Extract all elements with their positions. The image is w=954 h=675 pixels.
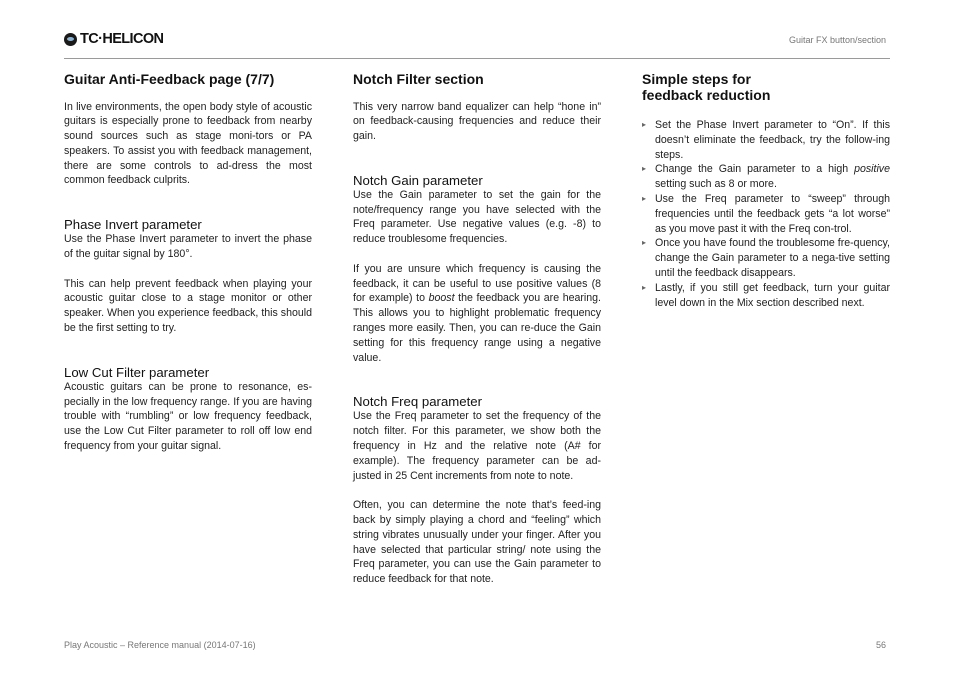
brand-logo [64,31,163,47]
phase-invert-paragraph-1: Use the Phase Invert parameter to invert the phase of the guitar signal by 180°. [64,233,312,261]
list-item: ▸ Once you have found the troublesome fre-quency, change the Gain parameter to a nega-tive setting until the feedback disappears. [642,236,890,280]
header-divider [64,58,890,59]
column-simple-steps [642,72,890,310]
steps-list [642,118,890,310]
notch-freq-paragraph-1: Use the Freq parameter to set the frequency of the notch filter. For this parameter, we show both the frequency in Hz and the relative note (A# for example). The frequency parameter can be ad-justed in 25 Cent increments from note to note. [353,410,601,482]
list-item: ▸ Lastly, if you still get feedback, turn your guitar level down in the Mix section described next. [642,281,890,311]
list-item: ▸ Use the Freq parameter to “sweep” through frequencies until the feedback gets “a lot worse” as you move past it with the Freq con-trol. [642,192,890,236]
page-title: Guitar Anti-Feedback page (7/7) [64,71,275,87]
page-number: 56 [875,640,886,650]
boost-emphasis: boost [428,292,455,305]
list-item: ▸ Set the Phase Invert parameter to “On”. If this doesn’t eliminate the feedback, try the follow-ing steps. [642,118,890,162]
list-item: ▸ Change the Gain parameter to a high positive setting such as 8 or more. [642,162,890,192]
column-anti-feedback [64,72,312,454]
footer-document-title: Play Acoustic – Reference manual (2014-07-16) [64,640,256,650]
section-label: Guitar FX button/section [788,35,886,45]
brand-wordmark: TC·HELICON [80,31,164,47]
notch-intro-paragraph: This very narrow band equalizer can help “hone in” on feedback-causing frequencies and reduce their gain. [353,100,601,143]
simple-steps-title: Simple steps for feedback reduction [642,71,771,103]
column-notch-filter [353,72,601,587]
low-cut-paragraph: Acoustic guitars can be prone to resonance, es-pecially in the low frequency range. If you are having trouble with “rumbling” or low frequency feedback, use the Low Cut Filter parameter to roll off low end frequency from your guitar signal. [64,380,312,453]
intro-paragraph: In live environments, the open body style of acoustic guitars is especially prone to feedback from nearby sound sources such as stage moni-tors or PA speakers. To assist you with feedback management, there are some controls to ad-dress the most common feedback culprits. [64,100,312,187]
phase-invert-heading: Phase Invert parameter [64,217,202,233]
notch-freq-heading: Notch Freq parameter [353,394,482,410]
positive-emphasis: positive [854,163,890,176]
notch-gain-paragraph-2: If you are unsure which frequency is causing the feedback, it can be useful to use positive values (8 for example) to boost the feedback you are hearing. This allows you to highlight problematic frequency ranges more easily. Then, you can re-duce the Gain setting for this frequency range using a negative value. [353,262,601,364]
helicon-logo-icon [64,33,77,46]
notch-filter-title: Notch Filter section [353,71,484,87]
notch-gain-paragraph-1: Use the Gain parameter to set the gain for the note/frequency range you have selected with the Freq parameter. Use negative values (e.g. -8) to reduce troublesome frequencies. [353,188,601,246]
low-cut-heading: Low Cut Filter parameter [64,364,210,380]
notch-freq-paragraph-2: Often, you can determine the note that’s feed-ing back by simply playing a chord and “feeling” which string vibrates unusually under your finger. After you have selected that particular string/ note using the Freq parameter, you can use the Gain parameter to reduce feedback for that note. [353,499,601,586]
notch-gain-heading: Notch Gain parameter [353,172,483,188]
phase-invert-paragraph-2: This can help prevent feedback when playing your acoustic guitar close to a stage monitor or other speaker. When you experience feedback, this should be the first setting to try. [64,277,312,335]
